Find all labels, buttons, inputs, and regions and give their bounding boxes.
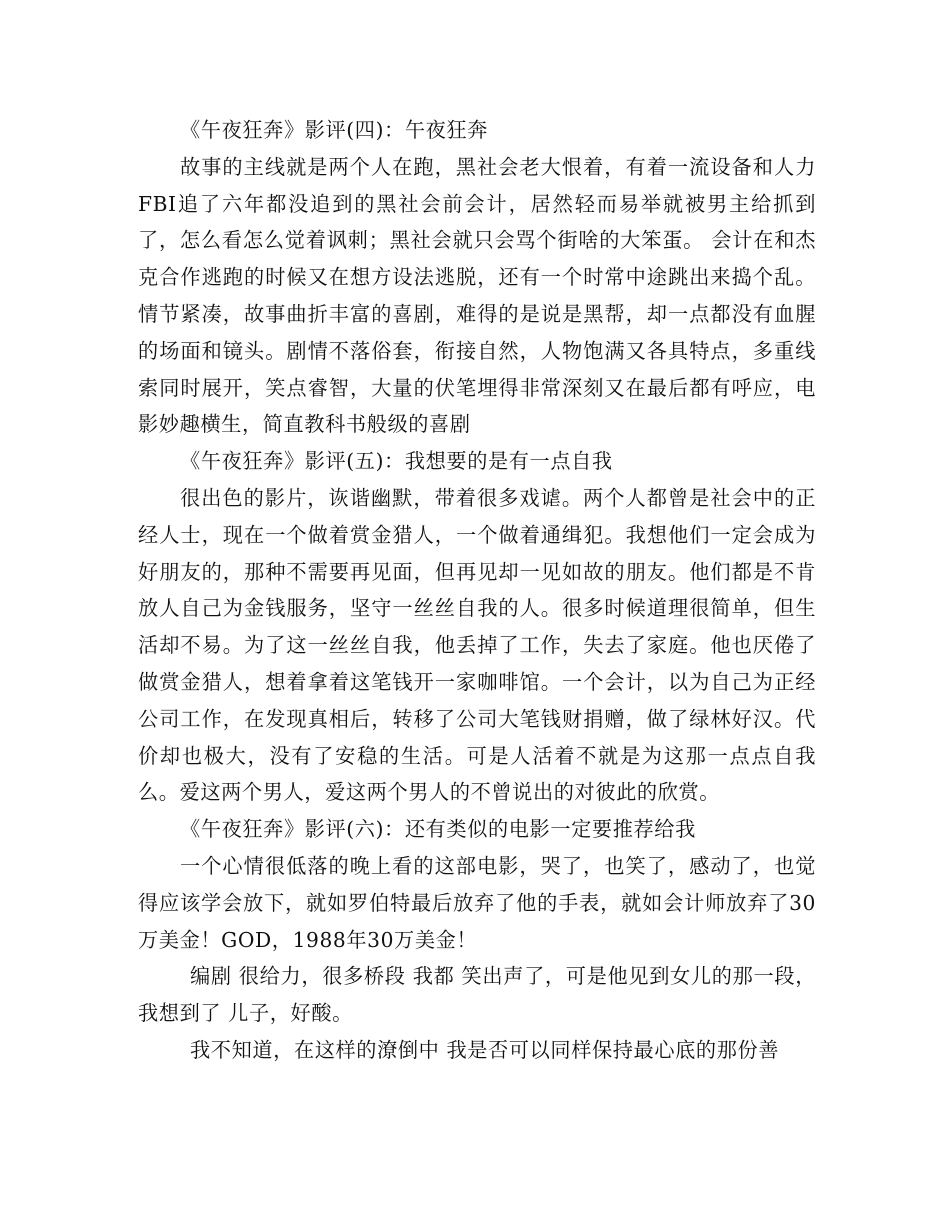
paragraph: 我不知道，在这样的潦倒中 我是否可以同样保持最心底的那份善: [190, 1037, 780, 1062]
section-heading: 《午夜狂奔》影评(四)：午夜狂奔: [180, 118, 488, 142]
section-heading: 《午夜狂奔》影评(五)：我想要的是有一点自我: [180, 449, 613, 474]
paragraph: 一个心情很低落的晚上看的这部电影，哭了，也笑了，感动了，也觉得应该学会放下，就如罗伯特最后放弃了他的手表，就如会计师放弃了30万美金！GOD，1988年30万美金！: [138, 853, 816, 952]
section-heading: 《午夜狂奔》影评(六)：还有类似的电影一定要推荐给我: [180, 817, 696, 842]
document-page: [138, 112, 816, 1069]
review-section-5: [138, 443, 816, 811]
paragraph: 很出色的影片，诙谐幽默，带着很多戏谑。两个人都曾是社会中的正经人士，现在一个做着赏金猎人，一个做着通缉犯。我想他们一定会成为好朋友的，那种不需要再见面，但再见却一见如故的朋友。他们都是不肯放人自己为金钱服务，坚守一丝丝自我的人。很多时候道理很简单，但生活却不易。为了这一丝丝自我，他丢掉了工作，失去了家庭。他也厌倦了做赏金猎人，想着拿着这笔钱开一家咖啡馆。一个会计，以为自己为正经公司工作，在发现真相后，转移了公司大笔钱财捐赠，做了绿林好汉。代价却也极大，没有了安稳的生活。可是人活着不就是为这那一点点自我么。爱这两个男人，爱这两个男人的不曾说出的对彼此的欣赏。: [138, 485, 816, 805]
paragraph: 故事的主线就是两个人在跑，黑社会老大恨着，有着一流设备和人力FBI追了六年都没追到的黑社会前会计，居然轻而易举就被男主给抓到了，怎么看怎么觉着讽刺；黑社会就只会骂个街啥的大笨蛋。 会计在和杰克合作逃跑的时候又在想方设法逃脱，还有一个时常中途跳出来捣个乱。 情节紧凑，故事曲折丰富的喜剧，难得的是说是黑帮，却一点都没有血腥的场面和镜头。剧情不落俗套，衔接自然，人物饱满又各具特点，多重线索同时展开，笑点睿智，大量的伏笔埋得非常深刻又在最后都有呼应，电影妙趣横生，简直教科书般级的喜剧: [138, 154, 816, 437]
paragraph: 编剧 很给力，很多桥段 我都 笑出声了，可是他见到女儿的那一段，我想到了 儿子，好酸。: [138, 964, 816, 1026]
review-section-4: [138, 112, 816, 443]
review-section-6: [138, 811, 816, 1069]
